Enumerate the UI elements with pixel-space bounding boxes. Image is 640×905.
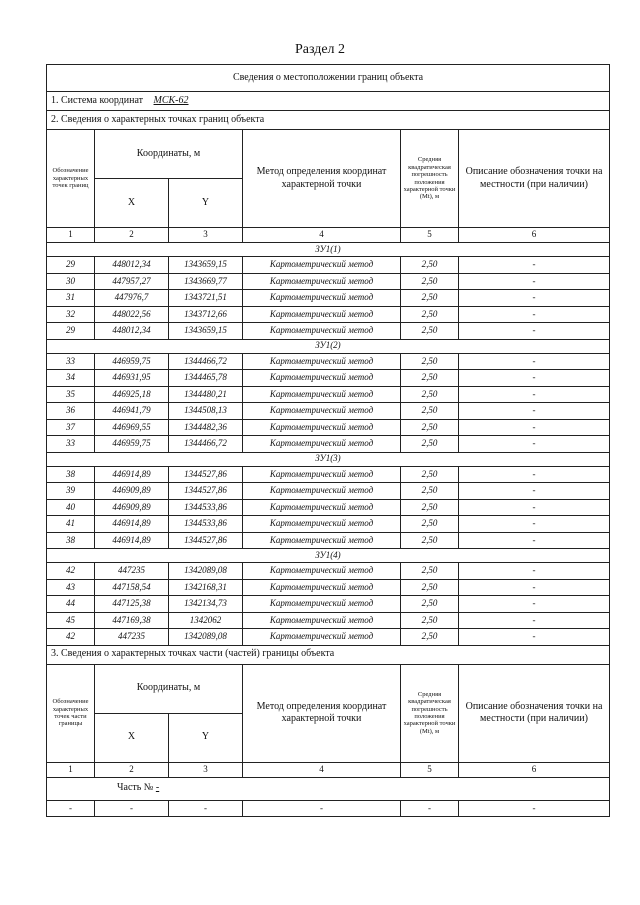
table-cell: Картометрический метод <box>243 273 401 290</box>
table-cell: 42 <box>47 629 95 646</box>
table-cell: 446914,89 <box>95 532 169 549</box>
table-cell: 447169,38 <box>95 612 169 629</box>
table-cell: Картометрический метод <box>243 596 401 613</box>
table-cell: 446914,89 <box>95 466 169 483</box>
table-cell: Картометрический метод <box>243 466 401 483</box>
section3-label: 3. Сведения о характерных точках части (частей) границы объекта <box>47 645 610 664</box>
table-cell: Картометрический метод <box>243 323 401 340</box>
table-cell: Картометрический метод <box>243 257 401 274</box>
table-cell: 2,50 <box>401 370 459 387</box>
part-row <box>47 777 610 800</box>
header-coordinates: Координаты, м <box>95 130 243 179</box>
table-cell: 2,50 <box>401 257 459 274</box>
table-cell: Картометрический метод <box>243 516 401 533</box>
table-cell: 1344466,72 <box>169 353 243 370</box>
part-value: - <box>155 782 160 794</box>
table-cell: - <box>459 323 610 340</box>
table-cell: - <box>459 579 610 596</box>
coord-system <box>47 92 610 111</box>
table-cell: 2,50 <box>401 323 459 340</box>
table-cell: 446959,75 <box>95 436 169 453</box>
table-cell: Картометрический метод <box>243 290 401 307</box>
table-cell: - <box>459 290 610 307</box>
table-cell: Картометрический метод <box>243 532 401 549</box>
table-cell: 2,50 <box>401 306 459 323</box>
table-row <box>47 499 610 516</box>
table-cell: 2,50 <box>401 579 459 596</box>
header-error: Средняя квадратическая погрешность положения характерной точки (Mt), м <box>401 130 459 228</box>
header-method: Метод определения координат характерной точки <box>243 130 401 228</box>
table-cell: 446914,89 <box>95 516 169 533</box>
coord-system-label: 1. Система координат <box>51 94 144 106</box>
table-cell: 36 <box>47 403 95 420</box>
col-number: 3 <box>169 228 243 243</box>
part-label-cell <box>47 777 610 800</box>
table-cell: - <box>459 499 610 516</box>
table-row <box>47 370 610 387</box>
boundary-table <box>46 64 610 817</box>
table-cell: 1344482,36 <box>169 419 243 436</box>
table-cell: 2,50 <box>401 290 459 307</box>
group-name: ЗУ1(3) <box>47 452 610 466</box>
table-caption: Сведения о местоположении границ объекта <box>47 65 610 92</box>
table-cell: 29 <box>47 257 95 274</box>
header3-point-designation: Обозначение характерных точек части границы <box>47 664 95 762</box>
table-cell: 1344527,86 <box>169 532 243 549</box>
header-y: Y <box>169 179 243 228</box>
col-number: 2 <box>95 228 169 243</box>
table-cell: 446909,89 <box>95 483 169 500</box>
table-cell: - <box>459 386 610 403</box>
table-row <box>47 596 610 613</box>
table-cell: 32 <box>47 306 95 323</box>
table-cell: - <box>459 436 610 453</box>
table-cell: 446941,79 <box>95 403 169 420</box>
table-cell: 2,50 <box>401 466 459 483</box>
table-cell: - <box>459 563 610 580</box>
section-title: Раздел 2 <box>294 42 346 57</box>
section2-row <box>47 111 610 130</box>
header-description: Описание обозначения точки на местности (при наличии) <box>459 130 610 228</box>
table-cell: 447235 <box>95 629 169 646</box>
table-cell: 30 <box>47 273 95 290</box>
table-row <box>47 629 610 646</box>
table-cell: Картометрический метод <box>243 403 401 420</box>
table-cell: 42 <box>47 563 95 580</box>
table-cell: Картометрический метод <box>243 353 401 370</box>
col-number: 4 <box>243 228 401 243</box>
table-cell: 2,50 <box>401 386 459 403</box>
table-cell: 34 <box>47 370 95 387</box>
table-cell: 1343659,15 <box>169 257 243 274</box>
table-cell: 447957,27 <box>95 273 169 290</box>
section1-row <box>47 92 610 111</box>
table-cell: 2,50 <box>401 629 459 646</box>
table-cell: 2,50 <box>401 403 459 420</box>
group-row <box>47 452 610 466</box>
table-cell: 2,50 <box>401 516 459 533</box>
header3-row-1 <box>47 664 610 713</box>
table-row <box>47 403 610 420</box>
table-row <box>47 353 610 370</box>
table-cell: 447158,54 <box>95 579 169 596</box>
table-cell: - <box>459 629 610 646</box>
table-cell: Картометрический метод <box>243 483 401 500</box>
table-cell: 1342089,08 <box>169 563 243 580</box>
table-cell: 2,50 <box>401 563 459 580</box>
group-row <box>47 243 610 257</box>
col-number: 1 <box>47 762 95 777</box>
group-name: ЗУ1(1) <box>47 243 610 257</box>
table-cell: 1344527,86 <box>169 466 243 483</box>
table-cell: 33 <box>47 436 95 453</box>
table-cell: - <box>401 800 459 817</box>
table-cell: 2,50 <box>401 436 459 453</box>
table-cell: 448012,34 <box>95 257 169 274</box>
table-row <box>47 483 610 500</box>
table-cell: 448012,34 <box>95 323 169 340</box>
table-cell: - <box>169 800 243 817</box>
table-cell: 1342134,73 <box>169 596 243 613</box>
group-name: ЗУ1(4) <box>47 549 610 563</box>
table-cell: 2,50 <box>401 596 459 613</box>
header3-coordinates: Координаты, м <box>95 664 243 713</box>
table-row <box>47 386 610 403</box>
table-cell: 446931,95 <box>95 370 169 387</box>
table-cell: - <box>459 612 610 629</box>
table-cell: - <box>459 257 610 274</box>
col-number: 6 <box>459 228 610 243</box>
table-row <box>47 273 610 290</box>
header3-method: Метод определения координат характерной точки <box>243 664 401 762</box>
col-number: 6 <box>459 762 610 777</box>
table-cell: 38 <box>47 466 95 483</box>
table-cell: 1344533,86 <box>169 516 243 533</box>
table-cell: - <box>459 273 610 290</box>
col-number: 4 <box>243 762 401 777</box>
table-cell: 2,50 <box>401 353 459 370</box>
table-row <box>47 532 610 549</box>
group-row <box>47 549 610 563</box>
table-row <box>47 563 610 580</box>
header-row-1 <box>47 130 610 179</box>
part-label: Часть № <box>117 782 154 794</box>
table-cell: 447976,7 <box>95 290 169 307</box>
table-cell: 1342089,08 <box>169 629 243 646</box>
column-numbers-row <box>47 228 610 243</box>
table-cell: Картометрический метод <box>243 419 401 436</box>
table-cell: Картометрический метод <box>243 629 401 646</box>
section2-label: 2. Сведения о характерных точках границ объекта <box>47 111 610 130</box>
group-row <box>47 339 610 353</box>
table-cell: - <box>459 419 610 436</box>
table-cell: - <box>459 596 610 613</box>
table-cell: 448022,56 <box>95 306 169 323</box>
table-cell: Картометрический метод <box>243 612 401 629</box>
table-cell: 2,50 <box>401 612 459 629</box>
table-cell: - <box>459 466 610 483</box>
table-cell: 1343721,51 <box>169 290 243 307</box>
table-cell: - <box>459 403 610 420</box>
table-cell: 45 <box>47 612 95 629</box>
header-point-designation: Обозначение характерных точек границ <box>47 130 95 228</box>
table-cell: - <box>459 532 610 549</box>
table-cell: 1344508,13 <box>169 403 243 420</box>
header-x: X <box>95 179 169 228</box>
table-cell: 1344527,86 <box>169 483 243 500</box>
col-number: 2 <box>95 762 169 777</box>
table-row <box>47 612 610 629</box>
table-cell: 2,50 <box>401 419 459 436</box>
table-cell: 447125,38 <box>95 596 169 613</box>
table-cell: 35 <box>47 386 95 403</box>
table-cell: 2,50 <box>401 532 459 549</box>
table-cell: 2,50 <box>401 499 459 516</box>
table-cell: - <box>459 800 610 817</box>
caption-row <box>47 65 610 92</box>
table-cell: - <box>459 516 610 533</box>
coord-system-value: МСК-62 <box>153 94 189 106</box>
table-cell: 446959,75 <box>95 353 169 370</box>
table-cell: - <box>47 800 95 817</box>
table-cell: - <box>95 800 169 817</box>
table-row <box>47 436 610 453</box>
table-cell: 44 <box>47 596 95 613</box>
table-cell: 1344480,21 <box>169 386 243 403</box>
table-cell: 38 <box>47 532 95 549</box>
table-row <box>47 516 610 533</box>
table-cell: Картометрический метод <box>243 306 401 323</box>
table-cell: 1342062 <box>169 612 243 629</box>
col-number: 3 <box>169 762 243 777</box>
table-cell: 33 <box>47 353 95 370</box>
table-cell: 37 <box>47 419 95 436</box>
table-cell: 41 <box>47 516 95 533</box>
group-name: ЗУ1(2) <box>47 339 610 353</box>
col-number: 1 <box>47 228 95 243</box>
table-cell: 1344466,72 <box>169 436 243 453</box>
table-cell: 446969,55 <box>95 419 169 436</box>
table-cell: 1344533,86 <box>169 499 243 516</box>
table-cell: Картометрический метод <box>243 563 401 580</box>
table-cell: 446925,18 <box>95 386 169 403</box>
table-cell: 1343659,15 <box>169 323 243 340</box>
col-number: 5 <box>401 228 459 243</box>
table-cell: Картометрический метод <box>243 499 401 516</box>
col-number: 5 <box>401 762 459 777</box>
column-numbers-row-3 <box>47 762 610 777</box>
table-row <box>47 579 610 596</box>
table-cell: 39 <box>47 483 95 500</box>
header3-error: Средняя квадратическая погрешность положения характерной точки (Mt), м <box>401 664 459 762</box>
table-cell: 29 <box>47 323 95 340</box>
table-cell: 40 <box>47 499 95 516</box>
table-cell: - <box>459 483 610 500</box>
table-cell: 1343669,77 <box>169 273 243 290</box>
table-row <box>47 257 610 274</box>
table-cell: 43 <box>47 579 95 596</box>
table-cell: - <box>459 353 610 370</box>
header3-x: X <box>95 713 169 762</box>
table-cell: Картометрический метод <box>243 370 401 387</box>
table-cell: 2,50 <box>401 483 459 500</box>
table-cell: 447235 <box>95 563 169 580</box>
table-cell: Картометрический метод <box>243 436 401 453</box>
table-cell: 1344465,78 <box>169 370 243 387</box>
table-cell: 1342168,31 <box>169 579 243 596</box>
table-cell: Картометрический метод <box>243 386 401 403</box>
header3-description: Описание обозначения точки на местности (при наличии) <box>459 664 610 762</box>
table-cell: 2,50 <box>401 273 459 290</box>
table-row <box>47 466 610 483</box>
table-cell: - <box>459 306 610 323</box>
table-row <box>47 306 610 323</box>
table-cell: 446909,89 <box>95 499 169 516</box>
table-cell: - <box>459 370 610 387</box>
table-row <box>47 419 610 436</box>
empty-part-row <box>47 800 610 817</box>
table-cell: - <box>243 800 401 817</box>
table-cell: 1343712,66 <box>169 306 243 323</box>
table-cell: Картометрический метод <box>243 579 401 596</box>
header3-y: Y <box>169 713 243 762</box>
table-row <box>47 323 610 340</box>
section3-row <box>47 645 610 664</box>
table-cell: 31 <box>47 290 95 307</box>
table-row <box>47 290 610 307</box>
